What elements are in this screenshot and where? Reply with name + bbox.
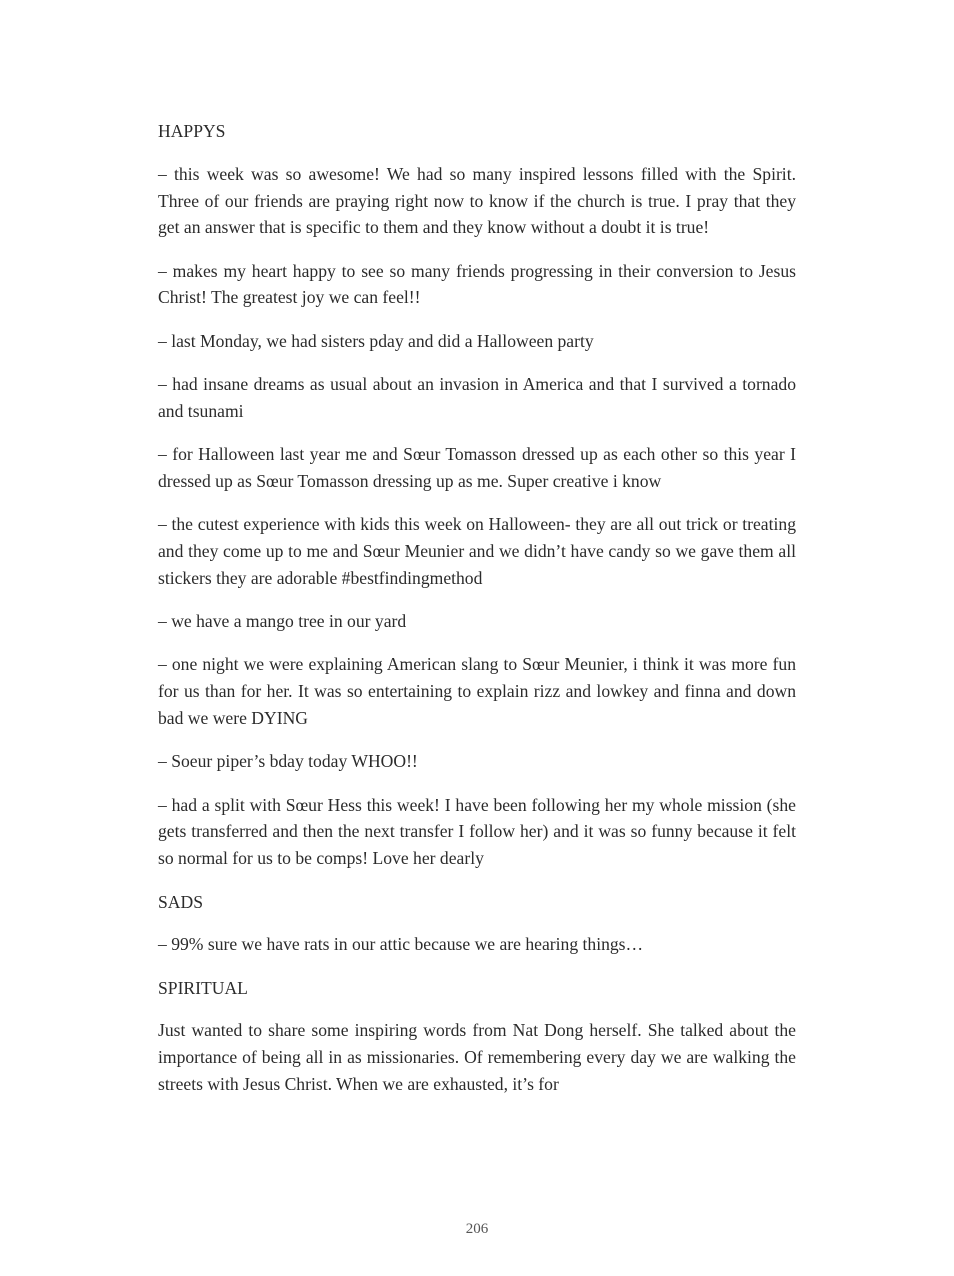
section-heading: SPIRITUAL — [158, 977, 248, 998]
section-heading: SADS — [158, 891, 203, 912]
section-spiritual — [158, 975, 796, 1098]
paragraph: – last Monday, we had sisters pday and did a Halloween party — [158, 330, 594, 351]
page-number: 206 — [465, 1221, 489, 1237]
paragraph: – we have a mango tree in our yard — [158, 611, 407, 632]
paragraph: – this week was so awesome! We had so many inspired lessons filled with the Spirit. Three of our friends are praying right now to know if the church is true. I pray that they get an answer that is specific to them and they know without a doubt it is true! — [158, 163, 796, 238]
paragraph: – had a split with Sœur Hess this week! I have been following her my whole mission (she gets transferred and then the next transfer I follow her) and it was so funny because it felt so normal for us to be comps! Love her dearly — [158, 794, 796, 869]
paragraph: – 99% sure we have rats in our attic because we are hearing things… — [158, 934, 644, 955]
section-happys — [158, 118, 796, 872]
paragraph: – the cutest experience with kids this week on Halloween- they are all out trick or treating and they come up to me and Sœur Meunier and we didn’t have candy so we gave them all stickers they are adorable #bestfindingmethod — [158, 514, 796, 588]
paragraph: Just wanted to share some inspiring words from Nat Dong herself. She talked about the importance of being all in as missionaries. Of remembering every day we are walking the streets with Jesus Christ. When we are exhausted, it’s for — [158, 1020, 796, 1095]
paragraph: – one night we were explaining American slang to Sœur Meunier, i think it was more fun for us than for her. It was so entertaining to explain rizz and lowkey and finna and down bad we were DYING — [158, 654, 796, 729]
page-body — [158, 118, 796, 1098]
paragraph: – for Halloween last year me and Sœur Tomasson dressed up as each other so this year I dressed up as Sœur Tomasson dressing up as me. Super creative i know — [158, 444, 796, 491]
section-sads — [158, 889, 796, 959]
section-heading: HAPPYS — [158, 121, 226, 141]
paragraph: – had insane dreams as usual about an invasion in America and that I survived a tornado and tsunami — [158, 374, 796, 421]
paragraph: – makes my heart happy to see so many friends progressing in their conversion to Jesus Christ! The greatest joy we can feel!! — [158, 260, 796, 308]
paragraph: – Soeur piper’s bday today WHOO!! — [158, 751, 418, 772]
